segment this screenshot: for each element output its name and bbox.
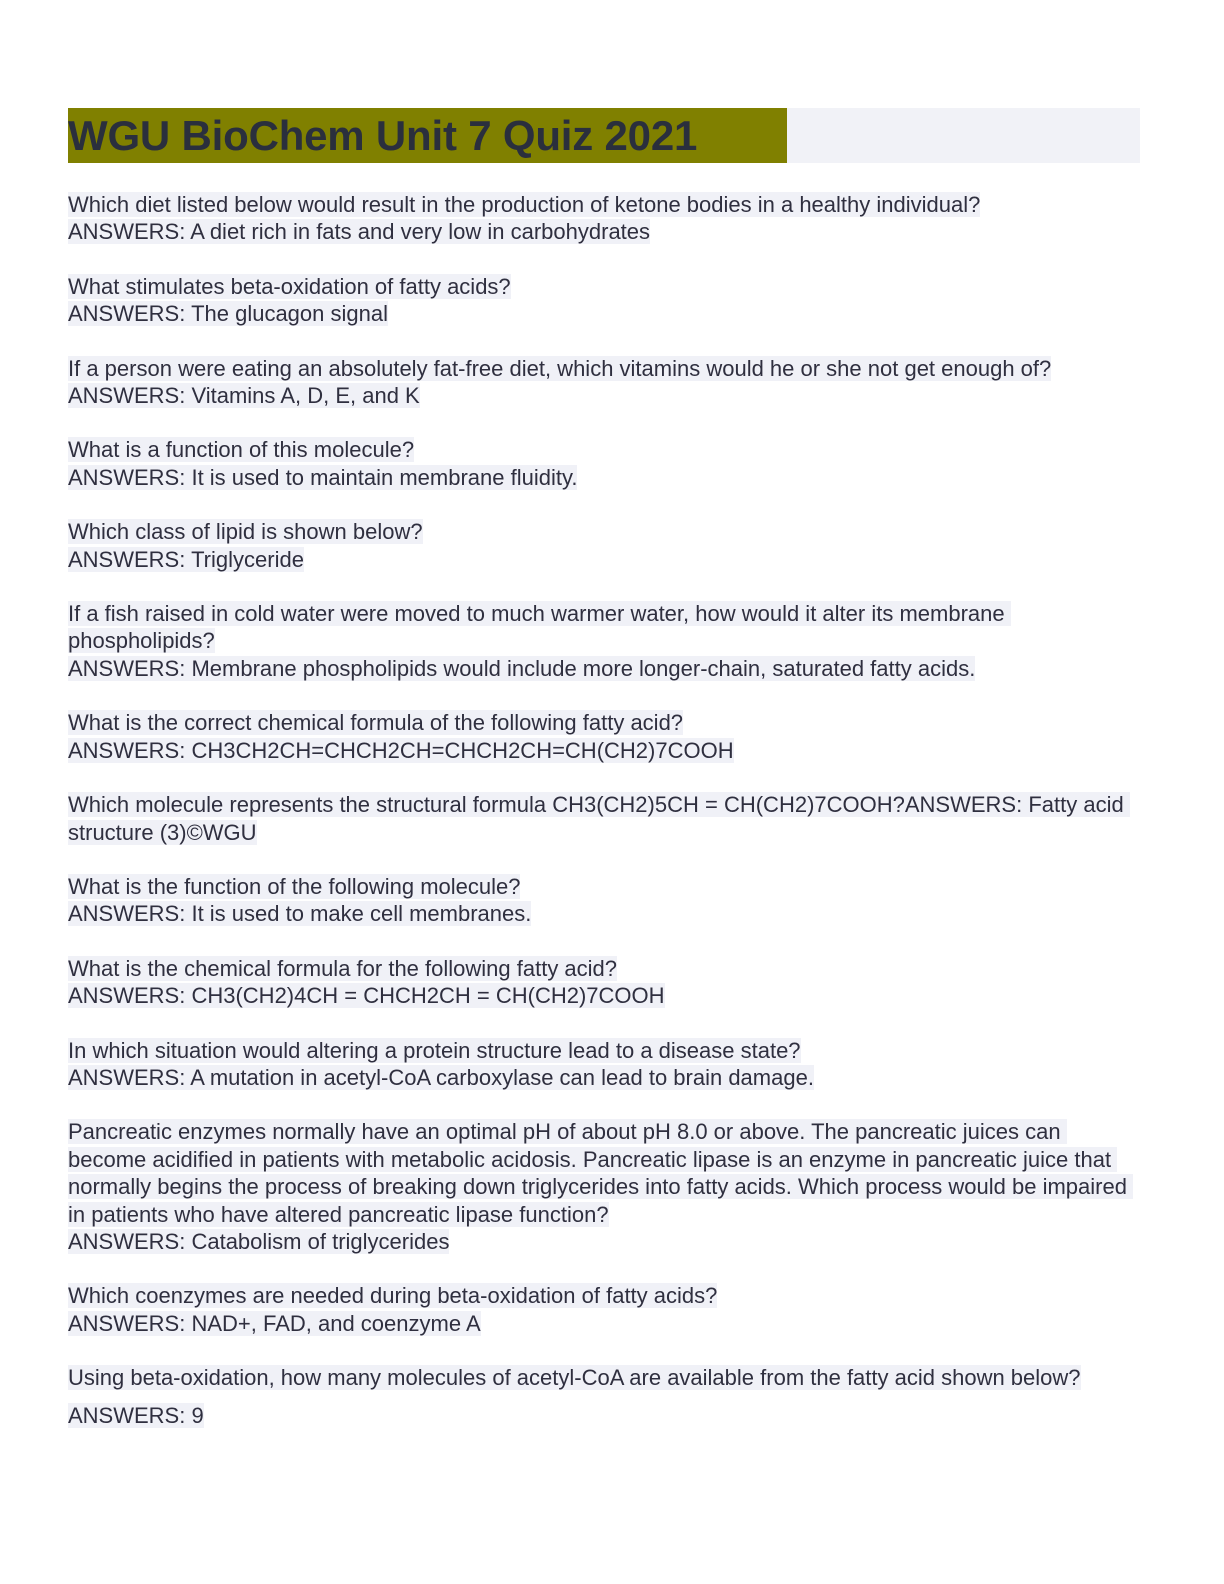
- question-text: What is a function of this molecule?: [68, 437, 415, 463]
- question-text: In which situation would altering a protein structure lead to a disease state?: [68, 1037, 801, 1063]
- qa-item: [68, 436, 1140, 491]
- answer-text: ANSWERS: The glucagon signal: [68, 301, 388, 327]
- page-title: WGU BioChem Unit 7 Quiz 2021: [68, 112, 698, 159]
- answer-text: ANSWERS: CH3CH2CH=CHCH2CH=CHCH2CH=CH(CH2)7COOH: [68, 737, 734, 763]
- question-text: What stimulates beta-oxidation of fatty acids?: [68, 273, 511, 299]
- answer-text: ANSWERS: It is used to maintain membrane fluidity.: [68, 464, 578, 490]
- qa-item: [68, 709, 1140, 764]
- qa-item: [68, 955, 1140, 1010]
- answer-text: ANSWERS: Membrane phospholipids would include more longer-chain, saturated fatty acids.: [68, 655, 976, 681]
- answer-text: ANSWERS: It is used to make cell membranes.: [68, 901, 532, 927]
- question-text: Which molecule represents the structural formula CH3(CH2)5CH = CH(CH2)7COOH?ANSWERS: Fatty acid structure (3)©WGU: [68, 792, 1130, 845]
- question-text: Which coenzymes are needed during beta-oxidation of fatty acids?: [68, 1283, 718, 1309]
- title-band: [68, 108, 1140, 163]
- qa-item: [68, 191, 1140, 246]
- qa-item: [68, 518, 1140, 573]
- qa-item: [68, 1037, 1140, 1092]
- document-page: [68, 108, 1140, 1429]
- question-text: If a person were eating an absolutely fat-free diet, which vitamins would he or she not get enough of?: [68, 355, 1052, 381]
- question-text: Which diet listed below would result in the production of ketone bodies in a healthy individual?: [68, 192, 981, 217]
- question-text: If a fish raised in cold water were moved to much warmer water, how would it alter its membrane phospholipids?: [68, 601, 1011, 654]
- answer-text: ANSWERS: Catabolism of triglycerides: [68, 1228, 450, 1254]
- answer-text: ANSWERS: Triglyceride: [68, 546, 304, 572]
- answer-text: ANSWERS: A mutation in acetyl-CoA carboxylase can lead to brain damage.: [68, 1064, 814, 1090]
- answer-text: ANSWERS: NAD+, FAD, and coenzyme A: [68, 1310, 481, 1336]
- qa-item: [68, 355, 1140, 410]
- qa-item: [68, 873, 1140, 928]
- qa-item: [68, 1118, 1140, 1255]
- question-text: What is the correct chemical formula of the following fatty acid?: [68, 710, 684, 736]
- question-text: Using beta-oxidation, how many molecules of acetyl-CoA are available from the fatty acid shown below?: [68, 1365, 1081, 1391]
- question-text: Which class of lipid is shown below?: [68, 519, 423, 545]
- answer-text: ANSWERS: CH3(CH2)4CH = CHCH2CH = CH(CH2)7COOH: [68, 983, 665, 1009]
- answer-text: ANSWERS: 9: [68, 1402, 204, 1428]
- question-text: Pancreatic enzymes normally have an optimal pH of about pH 8.0 or above. The pancreatic juices can become acidified in patients with metabolic acidosis. Pancreatic lipase is an enzyme in pancreatic juice that normally begins the process of breaking down triglycerides into fatty acids. Which process would be impaired in patients who have altered pancreatic lipase function?: [68, 1119, 1134, 1227]
- answer-text: ANSWERS: Vitamins A, D, E, and K: [68, 383, 420, 409]
- qa-item: [68, 600, 1140, 682]
- question-text: What is the chemical formula for the following fatty acid?: [68, 955, 618, 981]
- qa-item: [68, 1364, 1140, 1429]
- question-text: What is the function of the following molecule?: [68, 873, 521, 899]
- qa-item: [68, 791, 1140, 846]
- answer-text: ANSWERS: A diet rich in fats and very low in carbohydrates: [68, 219, 651, 245]
- qa-item: [68, 1282, 1140, 1337]
- qa-item: [68, 273, 1140, 328]
